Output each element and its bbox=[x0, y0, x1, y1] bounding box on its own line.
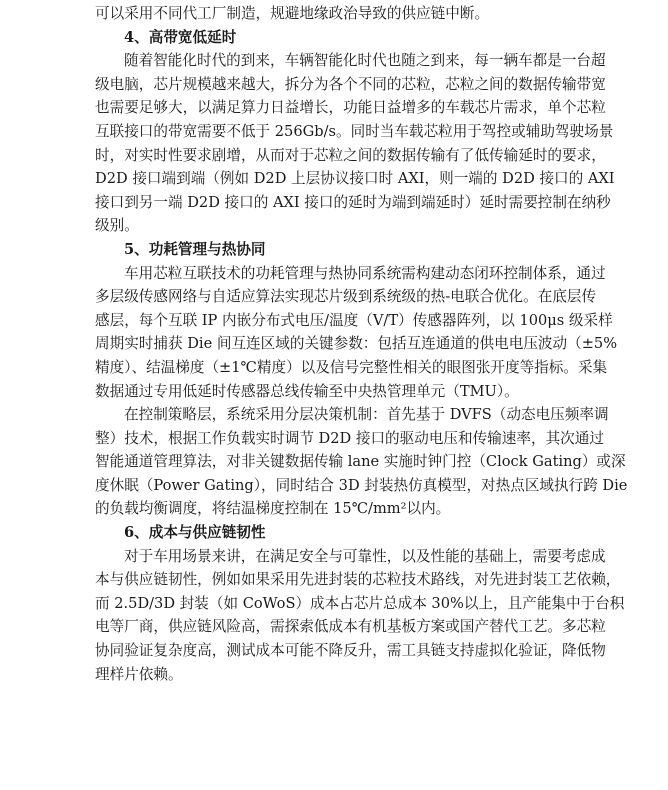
paragraph-line: 接口到另一端 D2D 接口的 AXI 接口的延时为端到端延时）延时需要控制在纳秒 bbox=[95, 193, 611, 211]
paragraph-line: 互联接口的带宽需要不低于 256Gb/s。同时当车载芯粒用于驾控或辅助驾驶场景 bbox=[95, 122, 614, 140]
paragraph-line: D2D 接口端到端（例如 D2D 上层协议接口时 AXI，则一端的 D2D 接口的 AXI bbox=[95, 170, 615, 188]
paragraph-line: 而 2.5D/3D 封装（如 CoWoS）成本占芯片总成本 30%以上，且产能集中于台积 bbox=[95, 594, 625, 612]
paragraph-line: 级电脑，芯片规模越来越大，拆分为各个不同的芯粒，芯粒之间的数据传输带宽 bbox=[95, 75, 606, 93]
paragraph bbox=[95, 403, 628, 521]
paragraph-line: 协同验证复杂度高，测试成本可能不降反升，需工具链支持虚拟化验证，降低物 bbox=[95, 642, 606, 660]
paragraph bbox=[95, 2, 573, 26]
paragraph-line: 数据通过专用低延时传感器总线传输至中央热管理单元（TMU）。 bbox=[95, 382, 519, 400]
section-heading: 6、成本与供应链韧性 bbox=[124, 524, 266, 542]
paragraph bbox=[95, 262, 618, 404]
paragraph-line: 多层级传感网络与自适应算法实现芯片级到系统级的热-电联合优化。在底层传 bbox=[95, 288, 597, 306]
paragraph-line: 理样片依赖。 bbox=[95, 665, 183, 683]
paragraph bbox=[95, 49, 615, 238]
paragraph-line: 在控制策略层，系统采用分层决策机制：首先基于 DVFS（动态电压频率调 bbox=[124, 406, 609, 424]
section-heading: 4、高带宽低延时 bbox=[124, 28, 237, 46]
paragraph-line: 也需要足够大，以满足算力日益增长，功能日益增多的车载芯片需求，单个芯粒 bbox=[95, 99, 606, 117]
paragraph-line: 整）技术，根据工作负载实时调节 D2D 接口的驱动电压和传输速率，其次通过 bbox=[95, 429, 604, 447]
paragraph-line: 可以采用不同代工厂制造，规避地缘政治导致的供应链中断。 bbox=[95, 5, 490, 22]
paragraph-line: 本与供应链韧性，例如如果采用先进封装的芯粒技术路线，对先进封装工艺依赖， bbox=[95, 571, 621, 589]
paragraph-line: 精度）、结温梯度（±1℃精度）以及信号完整性相关的眼图张开度等指标。采集 bbox=[95, 358, 608, 376]
paragraph-line: 时，对实时性要求剧增，从而对于芯粒之间的数据传输有了低传输延时的要求， bbox=[95, 146, 606, 164]
paragraph bbox=[95, 545, 625, 687]
paragraph-line: 级别。 bbox=[95, 217, 139, 235]
section-heading: 5、功耗管理与热协同 bbox=[124, 240, 266, 258]
paragraph-line: 感层，每个互联 IP 内嵌分布式电压/温度（V/T）传感器阵列，以 100μs 级采样 bbox=[95, 311, 613, 329]
paragraph-line: 电等厂商，供应链风险高，需探索低成本有机基板方案或国产替代工艺。多芯粒 bbox=[95, 618, 606, 636]
document-page bbox=[95, 2, 628, 686]
paragraph-line: 智能通道管理算法，对非关键数据传输 lane 实施时钟门控（Clock Gating）或深 bbox=[95, 453, 626, 471]
paragraph-line: 周期实时捕获 Die 间互连区域的关键参数：包括互连通道的供电电压波动（±5% bbox=[95, 335, 618, 353]
paragraph-line: 随着智能化时代的到来，车辆智能化时代也随之到来，每一辆车都是一台超 bbox=[124, 52, 606, 70]
paragraph-line: 的负载均衡调度，将结温梯度控制在 15℃/mm²以内。 bbox=[95, 500, 451, 518]
paragraph-line: 对于车用场景来讲，在满足安全与可靠性，以及性能的基础上，需要考虑成 bbox=[124, 547, 606, 565]
paragraph-line: 度休眠（Power Gating），同时结合 3D 封装热仿真模型，对热点区域执行跨 Die bbox=[95, 476, 628, 494]
paragraph-line: 车用芯粒互联技术的功耗管理与热协同系统需构建动态闭环控制体系，通过 bbox=[124, 264, 606, 282]
